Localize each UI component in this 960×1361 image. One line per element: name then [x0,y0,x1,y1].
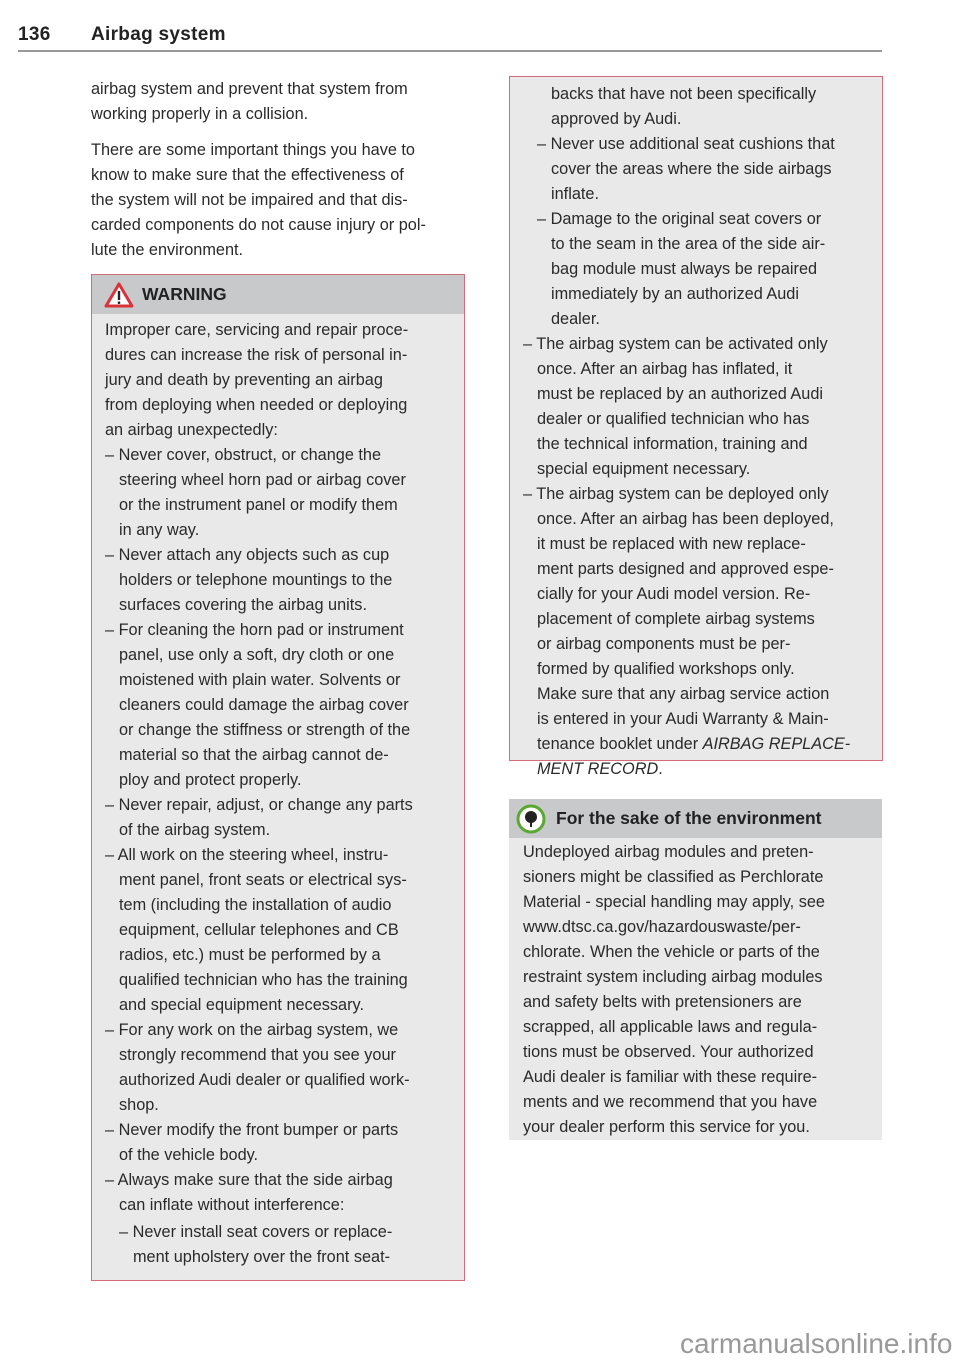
warning-box-continued [509,76,883,778]
environment-header [509,799,882,838]
text-line: to the seam in the area of the side air- [551,235,826,253]
warning-item [105,843,413,1018]
page-number: 136 [18,24,51,45]
header-rule [18,50,882,52]
text-line: working properly in a collision. [91,105,309,123]
warning-item [105,618,413,793]
environment-title: For the sake of the environment [556,808,822,828]
text-line: – The airbag system can be deployed only [523,485,829,503]
warning-item [105,1118,413,1168]
text-line: ment parts designed and approved espe- [537,560,834,578]
text-line: dures can increase the risk of personal in- [105,346,408,364]
text-line: cover the areas where the side airbags [551,160,832,178]
text-line: your dealer perform this service for you. [523,1118,810,1136]
text-line: once. After an airbag has been deployed, [537,510,834,528]
warning-item [523,332,850,482]
text-line: steering wheel horn pad or airbag cover [119,471,406,489]
text-segment: . [658,760,663,778]
text-line: the technical information, training and [537,435,808,453]
warning-box [91,274,465,1281]
text-line: tions must be observed. Your authorized [523,1043,814,1061]
text-line: carded components do not cause injury or pol- [91,216,426,234]
text-line: – Damage to the original seat covers or [537,210,822,228]
environment-box [509,799,882,1140]
warning-subitem [523,132,850,207]
text-line: restraint system including airbag modules [523,968,823,986]
text-line: or the instrument panel or modify them [119,496,398,514]
text-line: formed by qualified workshops only. [537,660,795,678]
warning-triangle-icon [104,282,134,308]
text-line: Material - special handling may apply, see [523,893,825,911]
watermark: carmanualsonline.info [680,1328,953,1359]
text-line: backs that have not been specifically [551,85,817,103]
text-line: once. After an airbag has inflated, it [537,360,793,378]
text-line [523,757,850,782]
text-line: surfaces covering the airbag units. [119,596,367,614]
text-line: panel, use only a soft, dry cloth or one [119,646,395,664]
text-line: – All work on the steering wheel, instru- [105,846,389,864]
text-line: holders or telephone mountings to the [119,571,393,589]
text-line: bag module must always be repaired [551,260,818,278]
text-line: cially for your Audi model version. Re- [537,585,811,603]
text-line: There are some important things you have to [91,141,415,159]
text-line: – The airbag system can be activated only [523,335,828,353]
text-line: Audi dealer is familiar with these require- [523,1068,818,1086]
warning-title: WARNING [142,284,227,304]
text-line: radios, etc.) must be performed by a [119,946,381,964]
text-line: www.dtsc.ca.gov/hazardouswaste/per- [523,918,801,936]
text-line: – Never use additional seat cushions that [537,135,835,153]
warning-item [105,1018,413,1118]
text-segment: MENT RECORD [537,760,659,778]
text-line: or change the stiffness or strength of the [119,721,411,739]
text-line: jury and death by preventing an airbag [105,371,383,389]
text-line: equipment, cellular telephones and CB [119,921,399,939]
text-line: dealer. [551,310,600,328]
text-line: – Never install seat covers or replace- [119,1223,393,1241]
text-line: authorized Audi dealer or qualified work- [119,1071,410,1089]
text-line: ments and we recommend that you have [523,1093,818,1111]
text-line: know to make sure that the effectiveness of [91,166,404,184]
text-line: qualified technician who has the training [119,971,408,989]
warning-subitem [105,1220,413,1270]
text-line: chlorate. When the vehicle or parts of the [523,943,820,961]
text-line: approved by Audi. [551,110,682,128]
text-line: inflate. [551,185,599,203]
warning-item [523,482,850,782]
text-line: ment panel, front seats or electrical sys- [119,871,407,889]
text-line: special equipment necessary. [537,460,751,478]
text-line: strongly recommend that you see your [119,1046,396,1064]
text-line: must be replaced by an authorized Audi [537,385,824,403]
warning-item [105,543,413,618]
text-line: of the airbag system. [119,821,271,839]
text-line: – For cleaning the horn pad or instrument [105,621,404,639]
text-line: the system will not be impaired and that dis- [91,191,408,209]
text-line: tem (including the installation of audio [119,896,392,914]
text-line: in any way. [119,521,200,539]
intro-paragraph [91,138,426,263]
text-line: of the vehicle body. [119,1146,259,1164]
text-line: cleaners could damage the airbag cover [119,696,409,714]
tree-icon [516,804,546,834]
text-line: and safety belts with pretensioners are [523,993,802,1011]
text-line: ment upholstery over the front seat- [133,1248,391,1266]
warning-intro [105,318,413,443]
text-line [523,732,850,757]
intro-text [91,77,426,274]
warning-header [92,275,464,314]
text-line: placement of complete airbag systems [537,610,815,628]
text-line: immediately by an authorized Audi [551,285,799,303]
text-line: from deploying when needed or deploying [105,396,408,414]
text-segment: tenance booklet under [537,735,703,753]
text-line: – Never cover, obstruct, or change the [105,446,382,464]
text-line: scrapped, all applicable laws and regula- [523,1018,818,1036]
warning-continued-text [523,82,850,132]
text-line: dealer or qualified technician who has [537,410,810,428]
text-line: sioners might be classified as Perchlorate [523,868,824,886]
text-line: can inflate without interference: [119,1196,345,1214]
text-line: Improper care, servicing and repair proce- [105,321,409,339]
warning-item [105,443,413,543]
text-line: Undeployed airbag modules and preten- [523,843,814,861]
text-line: – Never modify the front bumper or parts [105,1121,399,1139]
text-line: ploy and protect properly. [119,771,302,789]
text-line: airbag system and prevent that system from [91,80,408,98]
text-line: – Never repair, adjust, or change any parts [105,796,413,814]
text-line: or airbag components must be per- [537,635,791,653]
text-line: – For any work on the airbag system, we [105,1021,399,1039]
text-line: – Always make sure that the side airbag [105,1171,393,1189]
section-title: Airbag system [91,24,226,45]
intro-paragraph [91,77,426,127]
text-line: lute the environment. [91,241,244,259]
text-line: material so that the airbag cannot de- [119,746,389,764]
text-line: and special equipment necessary. [119,996,364,1014]
warning-subitem [523,207,850,332]
text-line: shop. [119,1096,159,1114]
text-line: is entered in your Audi Warranty & Main- [537,710,829,728]
text-line: – Never attach any objects such as cup [105,546,390,564]
text-segment: AIRBAG REPLACE- [702,735,851,753]
warning-item [105,1168,413,1218]
text-line: moistened with plain water. Solvents or [119,671,401,689]
warning-item [105,793,413,843]
text-line: Make sure that any airbag service action [537,685,830,703]
text-line: it must be replaced with new replace- [537,535,806,553]
environment-body [523,840,825,1140]
text-line: an airbag unexpectedly: [105,421,278,439]
